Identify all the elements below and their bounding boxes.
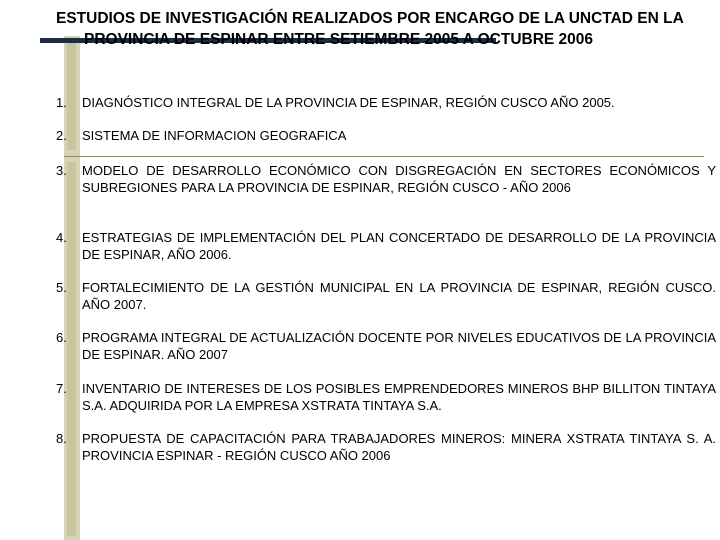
list-item <box>56 380 716 414</box>
slide-title: ESTUDIOS DE INVESTIGACIÓN REALIZADOS POR ENCARGO DE LA UNCTAD EN LA PROVINCIA DE ESPINAR ENTRE SETIEMBRE 2005 A OCTUBRE 2006 <box>56 10 684 48</box>
item-text: FORTALECIMIENTO DE LA GESTIÓN MUNICIPAL EN LA PROVINCIA DE ESPINAR, REGIÓN CUSCO. AÑO 2007. <box>82 280 716 312</box>
item-number: 2. <box>56 128 67 143</box>
item-number: 6. <box>56 330 67 345</box>
item-text: INVENTARIO DE INTERESES DE LOS POSIBLES EMPRENDEDORES MINEROS BHP BILLITON TINTAYA S.A. ADQUIRIDA POR LA EMPRESA XSTRATA TINTAYA S.A. <box>82 381 716 413</box>
list-item <box>56 162 716 196</box>
item-text: SISTEMA DE INFORMACION GEOGRAFICA <box>82 128 347 143</box>
list-item <box>56 127 716 144</box>
item-number: 4. <box>56 230 67 245</box>
item-number: 8. <box>56 431 67 446</box>
item-text: ESTRATEGIAS DE IMPLEMENTACIÓN DEL PLAN CONCERTADO DE DESARROLLO DE LA PROVINCIA DE ESPINAR, AÑO 2006. <box>82 230 716 262</box>
item-text: DIAGNÓSTICO INTEGRAL DE LA PROVINCIA DE ESPINAR, REGIÓN CUSCO AÑO 2005. <box>82 95 615 110</box>
list-item <box>56 94 716 111</box>
item-text: PROPUESTA DE CAPACITACIÓN PARA TRABAJADORES MINEROS: MINERA XSTRATA TINTAYA S. A. PROVINCIA ESPINAR - REGIÓN CUSCO AÑO 2006 <box>82 431 716 463</box>
list-item <box>56 279 716 313</box>
item-number: 5. <box>56 280 67 295</box>
item-number: 3. <box>56 163 67 178</box>
list-item <box>56 229 716 263</box>
list-item <box>56 329 716 363</box>
item-text: MODELO DE DESARROLLO ECONÓMICO CON DISGREGACIÓN EN SECTORES ECONÓMICOS Y SUBREGIONES PARA LA PROVINCIA DE ESPINAR, REGIÓN CUSCO - AÑO 2006 <box>82 163 716 195</box>
list-item <box>56 430 716 464</box>
decorative-divider-line <box>64 156 704 157</box>
item-number: 1. <box>56 95 67 110</box>
item-number: 7. <box>56 381 67 396</box>
item-text: PROGRAMA INTEGRAL DE ACTUALIZACIÓN DOCENTE POR NIVELES EDUCATIVOS DE LA PROVINCIA DE ESPINAR. AÑO 2007 <box>82 330 716 362</box>
